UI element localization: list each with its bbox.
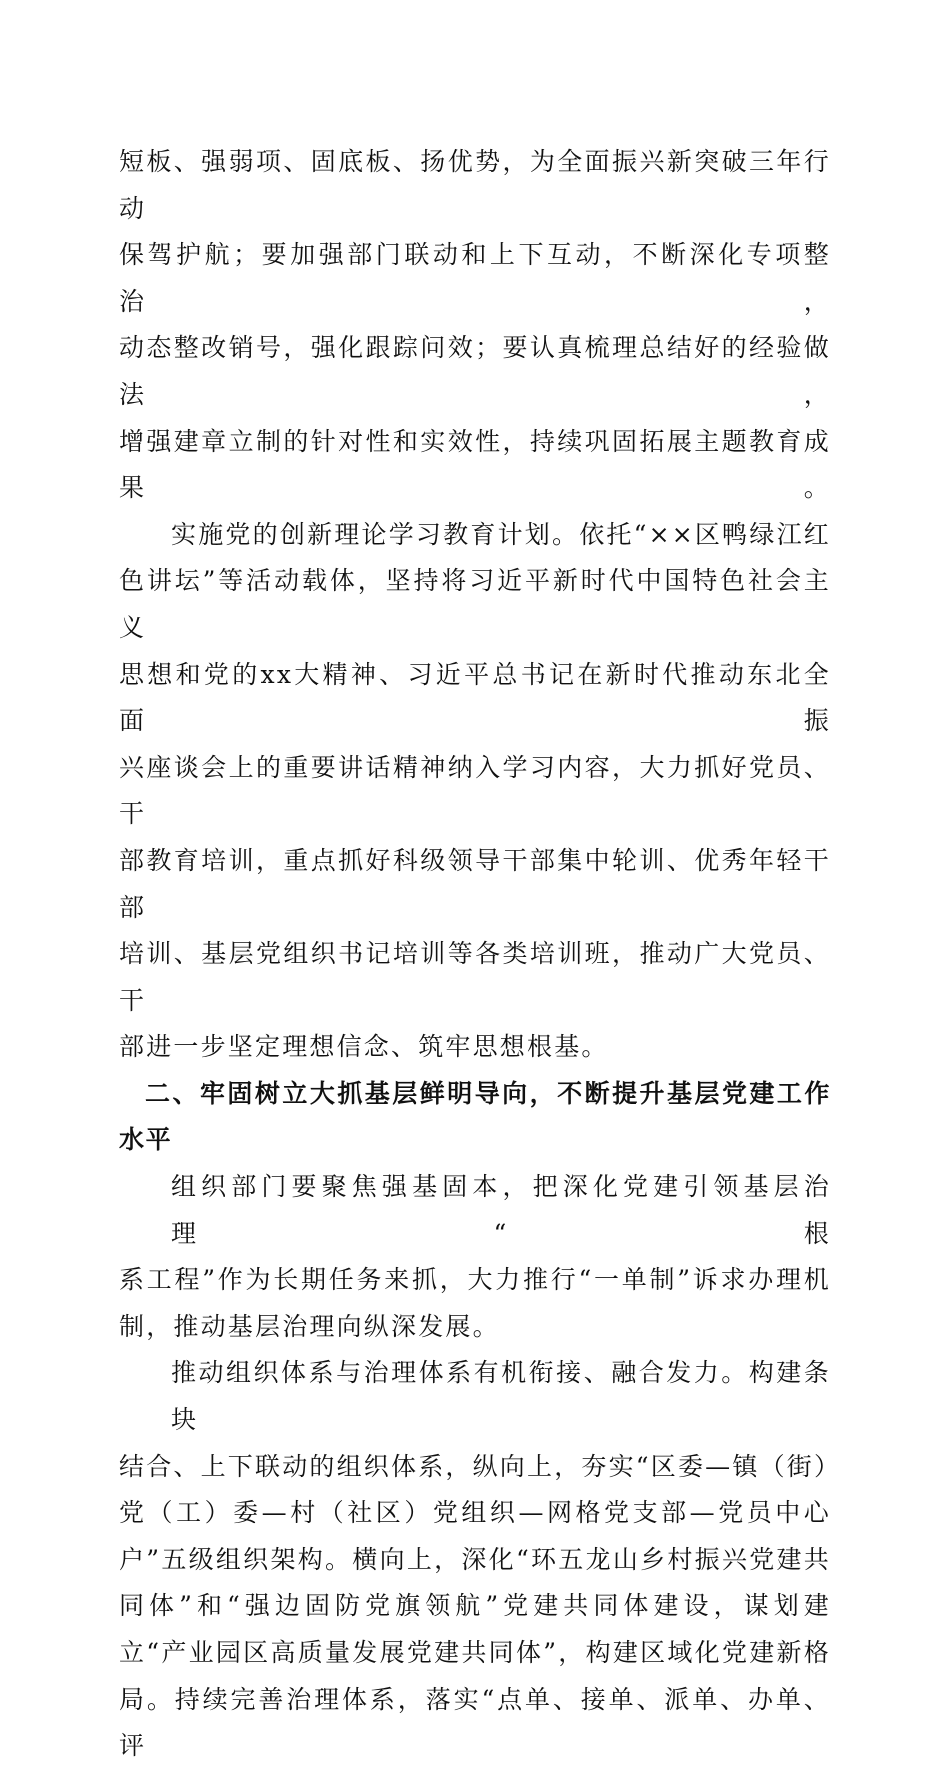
text-line: 色讲坛”等活动载体，坚持将习近平新时代中国特色社会主义 [119,566,831,642]
section-heading [119,1071,831,1164]
text-line: 实施党的创新理论学习教育计划。依托“××区鸭绿江红 [171,519,831,549]
text-line: 部进一步坚定理想信念、筑牢思想根基。 [119,1032,609,1062]
text-line: 局。持续完善治理体系，落实“点单、接单、派单、办单、评 [119,1684,831,1761]
text-line: 部教育培训，重点抓好科级领导干部集中轮训、优秀年轻干部 [119,845,831,922]
text-line: 结合、上下联动的组织体系，纵向上，夯实“区委—镇（街） [119,1451,842,1481]
heading-line: 水平 [119,1125,173,1155]
text-line: 增强建章立制的针对性和实效性，持续巩固拓展主题教育成果。 [119,426,831,503]
text-line: 制，推动基层治理向纵深发展。 [119,1311,500,1341]
document-body [119,139,842,1770]
text-line: 党（工）委—村（社区）党组织—网格党支部—党员中心 [119,1498,831,1528]
text-line: 短板、强弱项、固底板、扬优势，为全面振兴新突破三年行动 [119,147,831,223]
paragraph-root-project [119,1164,831,1350]
heading-line: 二、牢固树立大抓基层鲜明导向，不断提升基层党建工作 [145,1078,831,1108]
text-line: 推动组织体系与治理体系有机衔接、融合发力。构建条块 [171,1358,831,1435]
paragraph-study-plan [119,512,831,1071]
text-line: 保驾护航；要加强部门联动和上下互动，不断深化专项整治， [119,240,831,316]
text-line: 动态整改销号，强化跟踪问效；要认真梳理总结好的经验做法， [119,333,831,409]
text-line: 同体”和“强边固防党旗领航”党建共同体建设，谋划建 [119,1591,831,1621]
text-line: 兴座谈会上的重要讲话精神纳入学习内容，大力抓好党员、干 [119,752,831,829]
text-line: 培训、基层党组织书记培训等各类培训班，推动广大党员、干 [119,939,831,1015]
text-line: 系工程”作为长期任务来抓，大力推行“一单制”诉求办理机 [119,1265,831,1295]
text-line: 户”五级组织架构。横向上，深化“环五龙山乡村振兴党建共 [119,1544,831,1574]
text-line: 思想和党的xx大精神、习近平总书记在新时代推动东北全面振 [119,659,831,736]
paragraph-continued [119,139,831,512]
text-line: 组织部门要聚焦强基固本，把深化党建引领基层治理“根 [171,1172,831,1248]
paragraph-organization-system [119,1350,842,1769]
text-line: 立“产业园区高质量发展党建共同体”，构建区域化党建新格 [119,1638,831,1667]
